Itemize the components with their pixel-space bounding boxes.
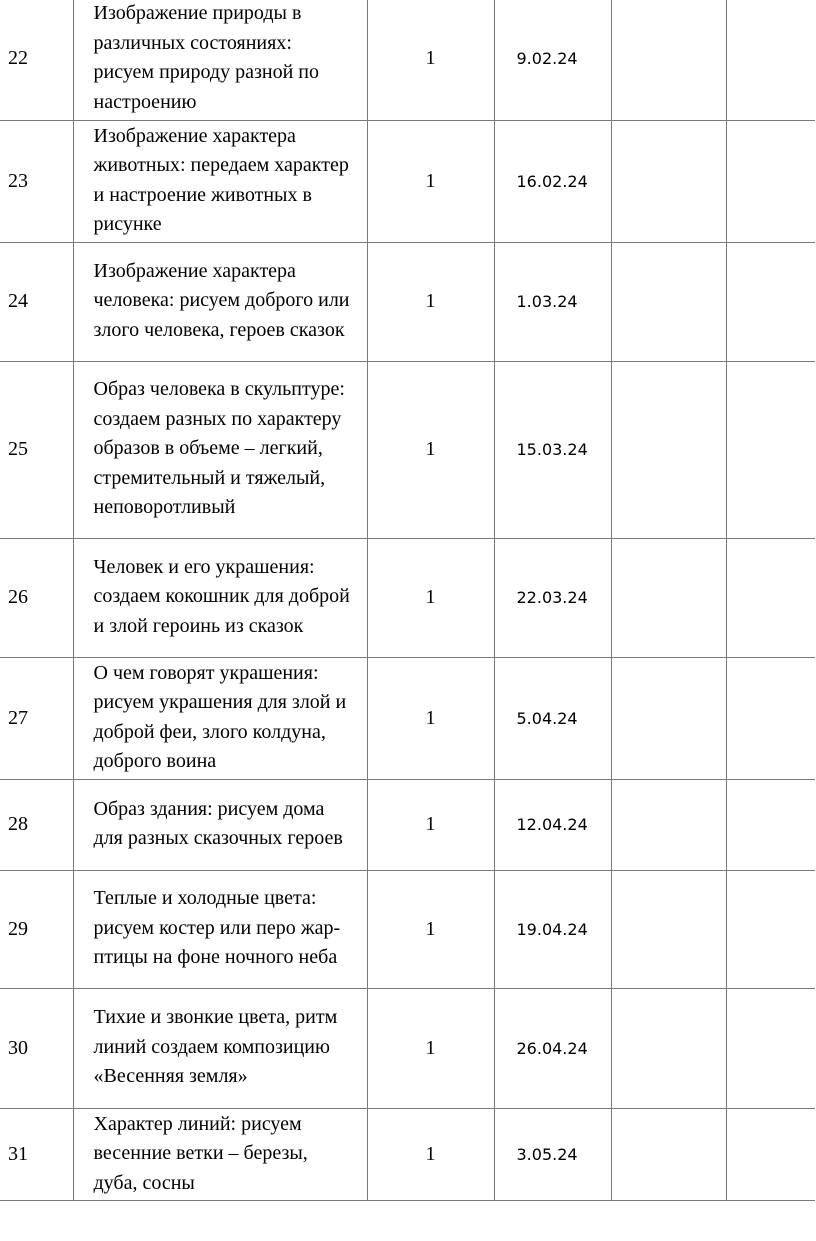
empty-cell [726,361,815,538]
lesson-date: 26.04.24 [494,988,611,1108]
empty-cell [611,120,726,242]
lesson-topic: Изображение характера человека: рисуем доброго или злого человека, героев сказок [73,242,367,361]
lesson-topic: Человек и его украшения: создаем кокошник для доброй и злой героинь из сказок [73,538,367,657]
lesson-hours: 1 [367,657,494,779]
lesson-topic: Образ здания: рисуем дома для разных сказочных героев [73,779,367,870]
lesson-hours: 1 [367,779,494,870]
table-row [0,361,815,538]
table-row [0,0,815,120]
table-row [0,1108,815,1201]
lesson-number: 26 [0,538,73,657]
lesson-hours: 1 [367,1108,494,1201]
lesson-topic: Теплые и холодные цвета: рисуем костер или перо жар-птицы на фоне ночного неба [73,870,367,988]
lesson-date: 12.04.24 [494,779,611,870]
lesson-hours: 1 [367,120,494,242]
lesson-hours: 1 [367,538,494,657]
lesson-hours: 1 [367,361,494,538]
lesson-number: 29 [0,870,73,988]
lesson-number: 31 [0,1108,73,1201]
empty-cell [611,0,726,120]
empty-cell [611,870,726,988]
table-row [0,657,815,779]
lesson-number: 23 [0,120,73,242]
empty-cell [611,242,726,361]
empty-cell [726,0,815,120]
lesson-date: 9.02.24 [494,0,611,120]
empty-cell [726,870,815,988]
lesson-number: 24 [0,242,73,361]
table-row [0,988,815,1108]
lesson-number: 27 [0,657,73,779]
lesson-hours: 1 [367,870,494,988]
lesson-hours: 1 [367,242,494,361]
empty-cell [611,361,726,538]
empty-cell [726,657,815,779]
empty-cell [611,657,726,779]
lesson-number: 28 [0,779,73,870]
lesson-date: 3.05.24 [494,1108,611,1201]
empty-cell [611,1108,726,1201]
lesson-topic: О чем говорят украшения: рисуем украшения для злой и доброй феи, злого колдуна, доброго воина [73,657,367,779]
lesson-date: 15.03.24 [494,361,611,538]
lesson-hours: 1 [367,0,494,120]
table-row [0,870,815,988]
empty-cell [611,538,726,657]
lesson-number: 25 [0,361,73,538]
lesson-hours: 1 [367,988,494,1108]
empty-cell [726,1108,815,1201]
lesson-number: 22 [0,0,73,120]
lesson-topic: Образ человека в скульптуре: создаем разных по характеру образов в объеме – легкий, стремительный и тяжелый, неповоротливый [73,361,367,538]
table-row [0,120,815,242]
lesson-date: 19.04.24 [494,870,611,988]
lesson-topic: Характер линий: рисуем весенние ветки – березы, дуба, сосны [73,1108,367,1201]
lesson-topic: Изображение природы в различных состояниях: рисуем природу разной по настроению [73,0,367,120]
empty-cell [726,242,815,361]
empty-cell [726,988,815,1108]
table-row [0,538,815,657]
empty-cell [726,779,815,870]
lesson-date: 5.04.24 [494,657,611,779]
lesson-number: 30 [0,988,73,1108]
empty-cell [611,779,726,870]
lesson-date: 22.03.24 [494,538,611,657]
lesson-date: 16.02.24 [494,120,611,242]
empty-cell [726,538,815,657]
lesson-topic: Тихие и звонкие цвета, ритм линий создаем композицию «Весенняя земля» [73,988,367,1108]
empty-cell [726,120,815,242]
empty-cell [611,988,726,1108]
lesson-date: 1.03.24 [494,242,611,361]
table-row [0,779,815,870]
table-row [0,242,815,361]
lesson-topic: Изображение характера животных: передаем характер и настроение животных в рисунке [73,120,367,242]
